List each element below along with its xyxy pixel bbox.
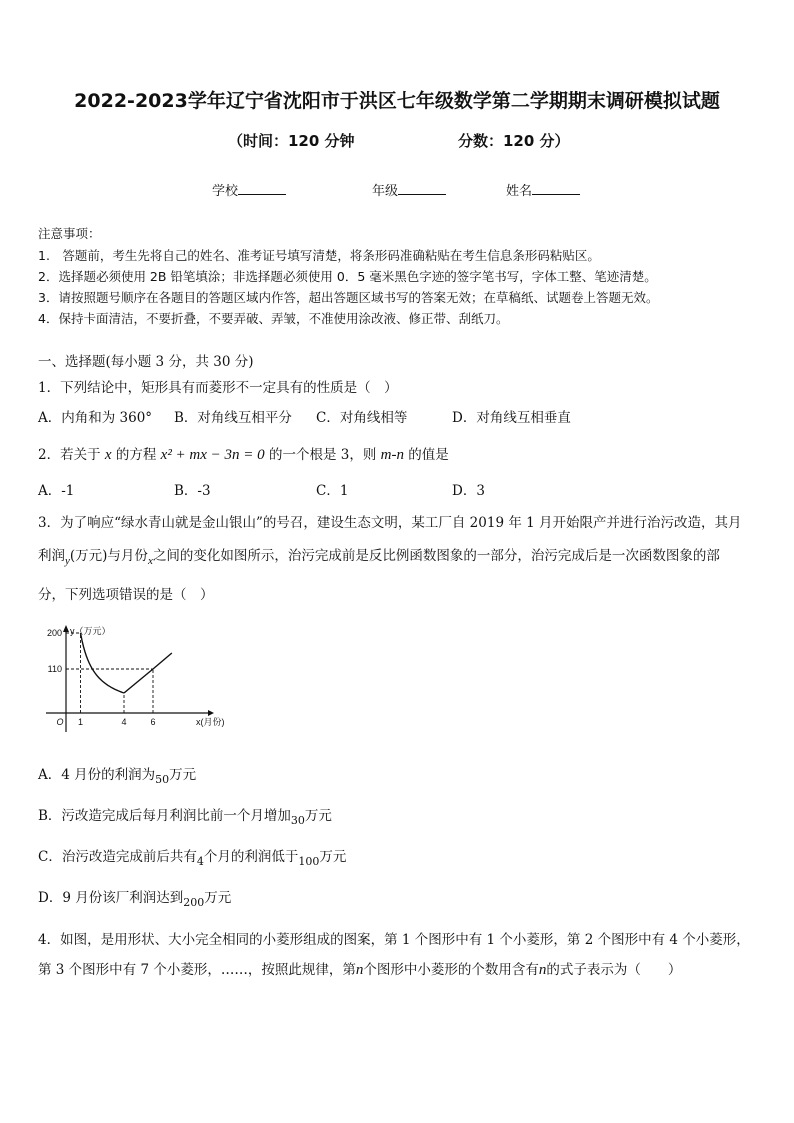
notice-item: 3．请按照题号顺序在各题目的答题区域内作答，超出答题区域书写的答案无效；在草稿纸、试题卷上答题无效。 [38,290,659,305]
name-field[interactable] [506,180,580,199]
name-blank[interactable] [532,182,580,195]
score-label: 分数：120 分） [458,132,570,150]
school-blank[interactable] [238,182,286,195]
origin-label: O [56,717,64,727]
q1-option-c[interactable]: C．对角线相等 [316,410,408,426]
grade-blank[interactable] [398,182,446,195]
q3-stem-line1: 3．为了响应“绿水青山就是金山银山”的号召，建设生态文明，某工厂自 2019 年 1 月开始限产并进行治污改造，其月 [38,515,742,531]
school-label: 学校 [212,184,239,199]
q2-option-c[interactable]: C．1 [316,483,349,499]
q2-stem: 2．若关于 x 的方程 x² + mx − 3n = 0 的一个根是 3，则 m-n 的值是 [38,447,449,463]
y-axis-arrow [63,625,69,632]
q3-option-c[interactable]: C．治污改造完成前后共有$_4$个月的利润低于$_{100}$万元 [38,849,347,868]
q3-stem-line3: 分，下列选项错误的是（ ） [38,587,214,603]
x-tick-label: 4 [121,717,127,727]
q2-option-a[interactable]: A．-1 [38,483,75,499]
grade-field[interactable] [372,180,446,199]
notice-item: 2．选择题必须使用 2B 铅笔填涂；非选择题必须使用 0．5 毫米黑色字迹的签字笔书写，字体工整、笔迹清楚。 [38,269,657,284]
q2-equation: x² + mx − 3n = 0 [160,447,265,463]
q1-option-d[interactable]: D．对角线互相垂直 [452,410,571,426]
q3-option-b[interactable]: B．污改造完成后每月利润比前一个月增加$_{30}$万元 [38,808,332,827]
notice-heading: 注意事项： [38,226,101,241]
q2-option-b[interactable]: B．-3 [174,483,211,499]
x-axis-arrow [208,710,214,716]
school-field[interactable] [212,180,286,199]
y-tick-label: 110 [47,664,62,674]
notice-item: 1. 答题前，考生先将自己的姓名、准考证号填写清楚，将条形码准确粘贴在考生信息条形码粘贴区。 [38,248,600,263]
page-title: 2022-2023学年辽宁省沈阳市于洪区七年级数学第二学期期末调研模拟试题 [74,90,720,112]
q1-stem: 1．下列结论中，矩形具有而菱形不一定具有的性质是（ ） [38,380,398,396]
name-label: 姓名 [506,184,533,199]
x-tick-label: 1 [77,717,84,727]
section-heading: 一、选择题(每小题 3 分，共 30 分) [38,354,254,370]
grade-label: 年级 [372,184,399,199]
y-axis-label: y（万元） [70,626,111,636]
q4-stem-line2: 第 3 个图形中有 7 个小菱形，……，按照此规律，第n个图形中小菱形的个数用含有n的式子表示为（ ） [38,962,682,978]
series-after-line [124,653,172,693]
q1-option-b[interactable]: B．对角线互相平分 [174,410,292,426]
y-tick-label: 200 [46,628,62,638]
series-before-curve [81,633,125,693]
q3-option-a[interactable]: A．4 月份的利润为$_{50}$万元 [38,767,197,786]
notice-item: 4．保持卡面清洁，不要折叠，不要弄破、弄皱，不准使用涂改液、修正带、刮纸刀。 [38,311,509,326]
x-tick-label: 6 [150,717,156,727]
q4-stem-line1: 4．如图，是用形状、大小完全相同的小菱形组成的图案，第 1 个图形中有 1 个小菱形，第 2 个图形中有 4 个小菱形， [38,932,750,948]
q3-chart [38,614,238,744]
q1-option-a[interactable]: A．内角和为 360° [38,410,153,426]
time-label: （时间：120 分钟 [228,132,355,150]
q3-stem-line2: 利润$_y$(万元)与月份$_x$之间的变化如图所示，治污完成前是反比例函数图象的一部分，治污完成后是一次函数图象的部 [38,548,720,567]
q3-option-d[interactable]: D．9 月份该厂利润达到$_{200}$万元 [38,890,232,909]
q2-option-d[interactable]: D．3 [452,483,485,499]
x-axis-label: x(月份) [196,717,225,727]
